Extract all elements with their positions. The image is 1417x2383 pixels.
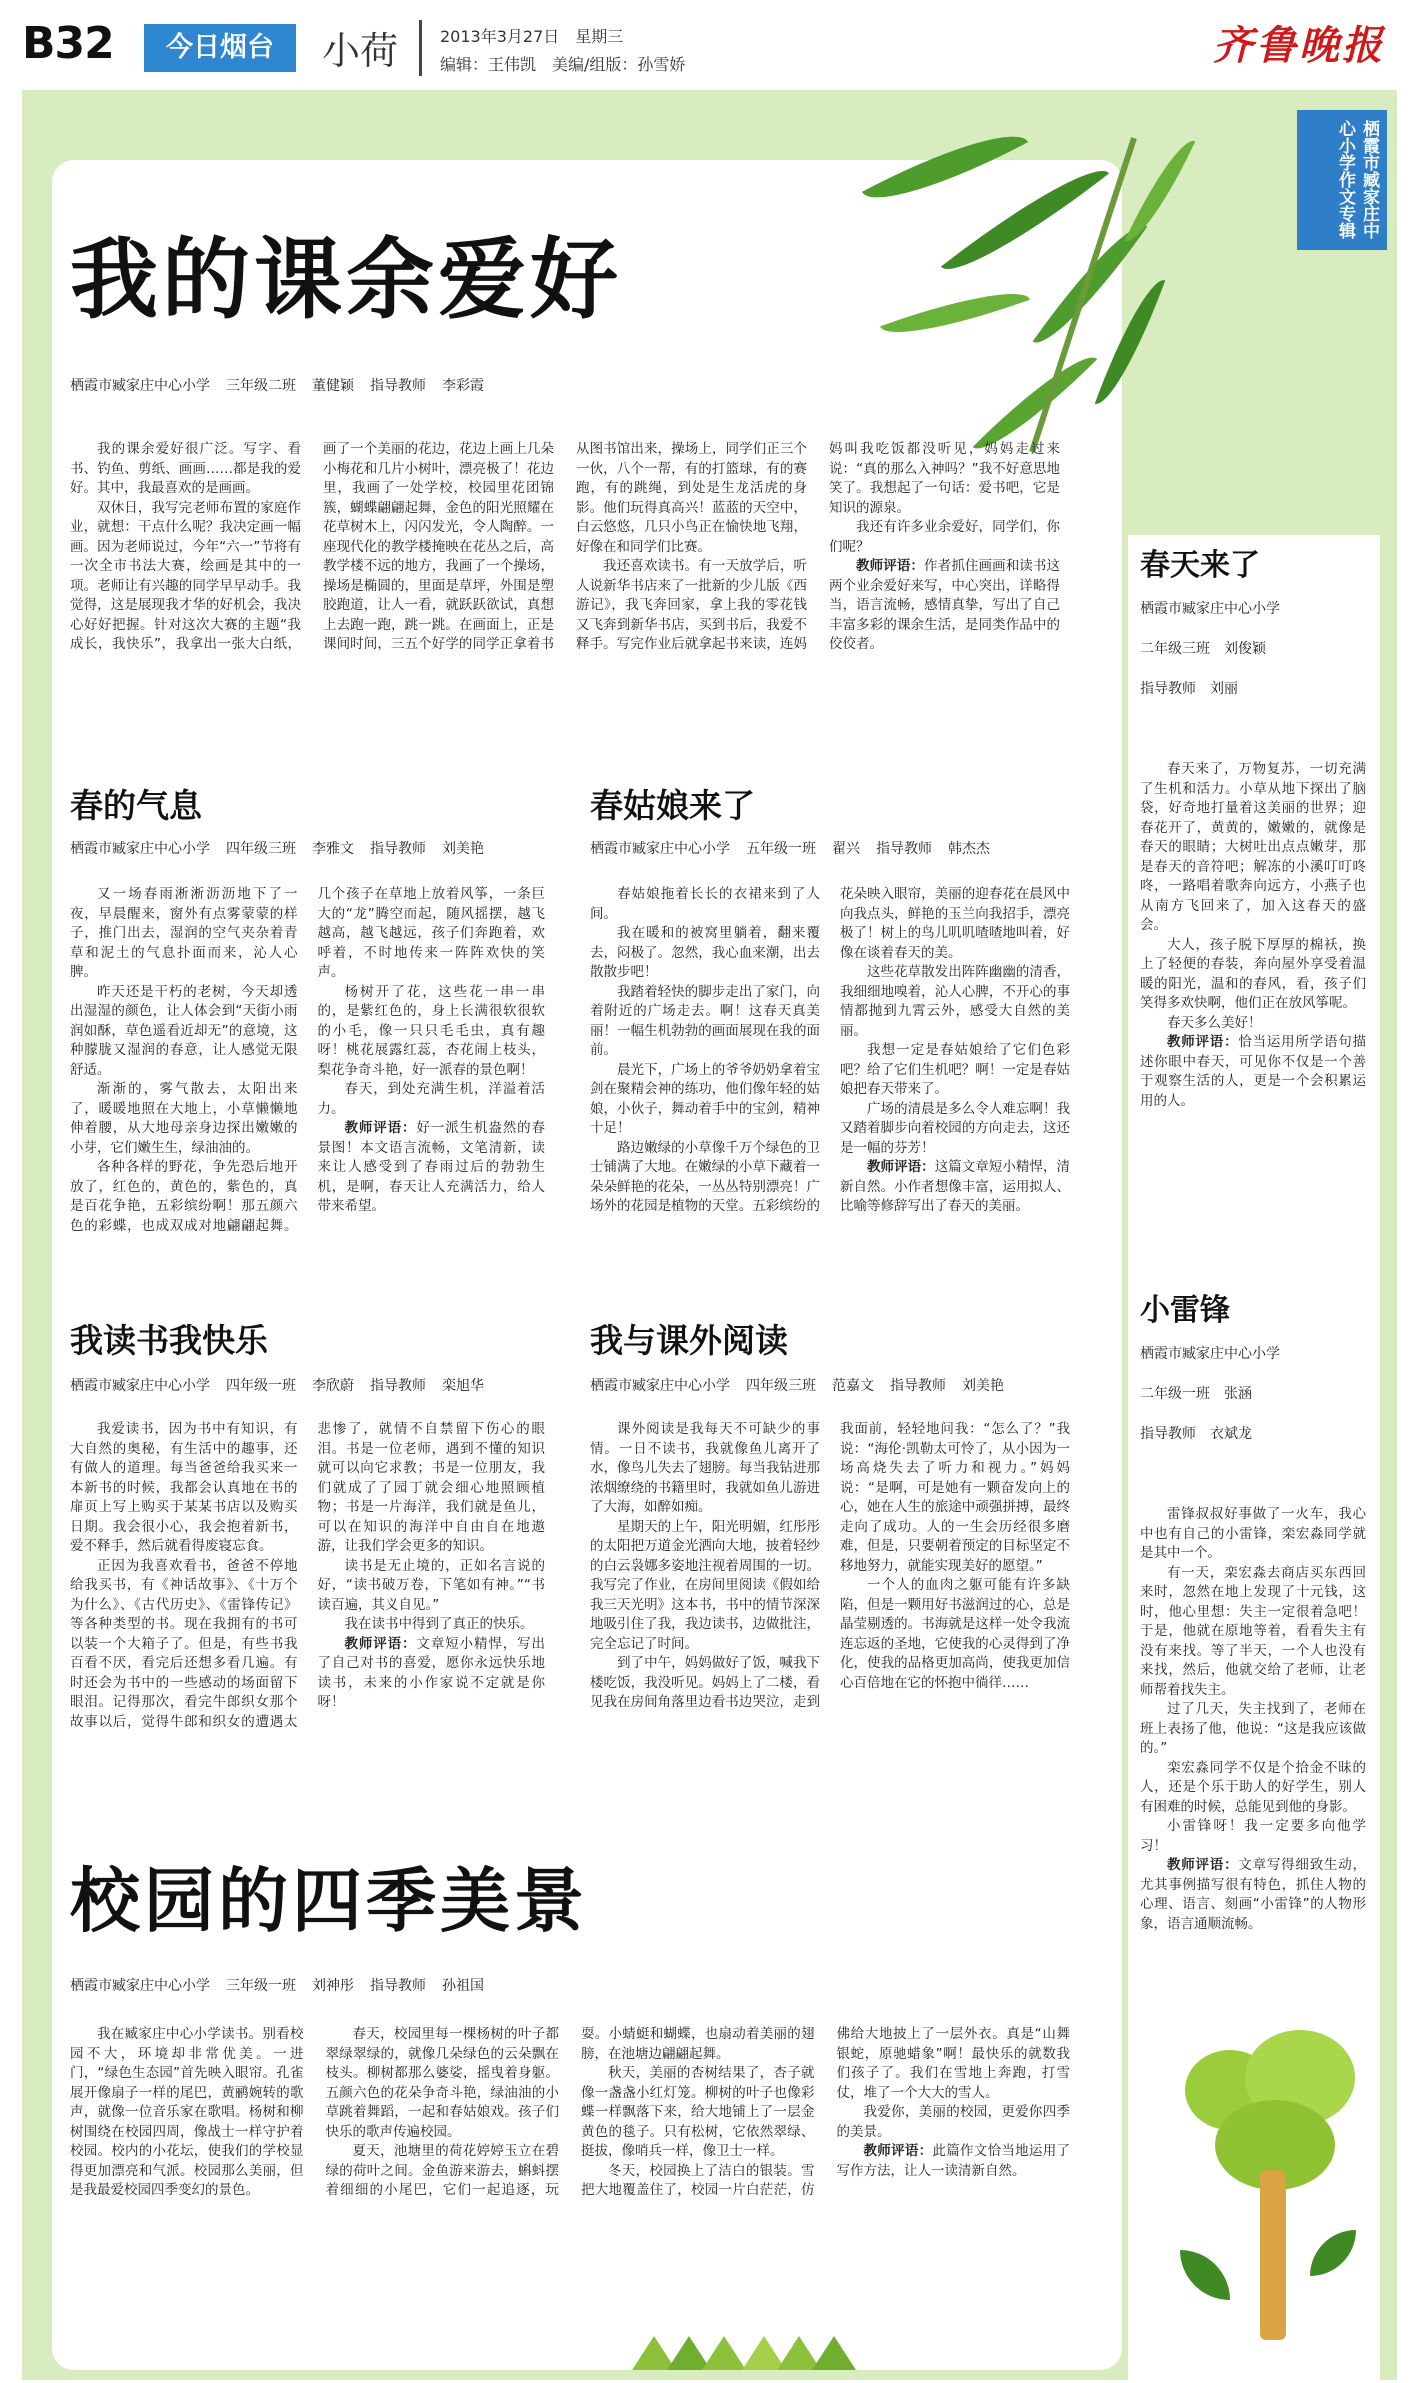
grass-decoration: [52, 2330, 1382, 2370]
sidebar-teacher-2: 指导教师 衣斌龙: [1140, 1426, 1252, 1442]
article-byline-1: 栖霞市臧家庄中心小学 三年级二班 董健颖 指导教师 李彩霞: [70, 378, 484, 394]
article-body-3: 春姑娘拖着长长的衣裙来到了人间。 我在暖和的被窝里躺着，翻来覆去，闷极了。忽然，我心血来潮，出去散散步吧！ 我踏着轻快的脚步走出了家门，向着附近的广场走去。啊！这春天真美丽！一幅生机勃勃的画面展现在我的面前。 晨光下，广场上的爷爷奶奶拿着宝剑在聚精会神的练功，他们像年轻的姑娘，小伙子，舞动着手中的宝剑，精神十足！ 路边嫩绿的小草像千万个绿色的卫士铺满了大地。在嫩绿的小草下藏着一朵朵鲜艳的花朵，一丛丛特别漂亮！广场外的花园是植物的天堂。五彩缤纷的花朵映入眼帘，美丽的迎春花在晨风中向我点头，鲜艳的玉兰向我招手，漂亮极了！树上的鸟儿叽叽喳喳地叫着，好像在谈着春天的美。 这些花草散发出阵阵幽幽的清香，我细细地嗅着，沁人心脾，不开心的事情都抛到九霄云外，感受大自然的美丽。 我想一定是春姑娘给了它们色彩吧？给了它们生机吧？啊！一定是春姑娘把春天带来了。 广场的清晨是多么令人难忘啊！我又踏着脚步向着校园的方向走去，这还是一幅的芬芳！ 教师评语：这篇文章短小精悍，清新自然。小作者想像丰富，运用拟人、比喻等修辞写出了春天的美丽。: [590, 886, 1070, 1214]
article-body-6: 我在臧家庄中心小学读书。别看校园不大，环境却非常优美。一进门，“绿色生态园”首先映入眼帘。孔雀展开像扇子一样的尾巴，黄鹂婉转的歌声，就像一位音乐家在歌唱。杨树和柳树围绕在校园四周，像战士一样守护着校园。校内的小花坛，使我们的学校显得更加漂亮和气派。校园那么美丽，但是我最爱校园四季变幻的景色。 春天，校园里每一棵杨树的叶子都翠绿翠绿的，就像几朵绿色的云朵飘在枝头。柳树都那么婆娑，摇曳着身躯。五颜六色的花朵争奇斗艳，绿油油的小草跳着舞蹈，一起和春姑娘戏。孩子们快乐的歌声传遍校园。 夏天，池塘里的荷花婷婷玉立在碧绿的荷叶之间。金鱼游来游去，蝌蚪摆着细细的小尾巴，它们一起追逐，玩耍。小蜻蜓和蝴蝶，也扇动着美丽的翅膀，在池塘边翩翩起舞。 秋天，美丽的杏树结果了，杏子就像一盏盏小红灯笼。柳树的叶子也像彩蝶一样飘落下来，给大地铺上了一层金黄色的毯子。只有松树，它依然翠绿、挺拔，像哨兵一样，像卫士一样。 冬天，校园换上了洁白的银装。雪把大地覆盖住了，校园一片白茫茫，仿佛给大地披上了一层外衣。真是“山舞银蛇，原驰蜡象”啊！最快乐的就数我们孩子了。我们在雪地上奔跑，打雪仗，堆了一个大大的雪人。 我爱你，美丽的校园，更爱你四季的美景。 教师评语：此篇作文恰当地运用了写作方法，让人一读清新自然。: [70, 2026, 1070, 2198]
article-body-1: 我的课余爱好很广泛。写字、看书、钓鱼、剪纸、画画……都是我的爱好。其中，我最喜欢的是画画。 双休日，我写完老师布置的家庭作业，就想：干点什么呢？我决定画一幅画。因为老师说过，今年“六一”节将有一次全市书法大赛，绘画是其中的一项。老师让有兴趣的同学早早动手。我觉得，这是展现我才华的好机会，我决心好好把握。针对这次大赛的主题“我成长，我快乐”，我拿出一张大白纸，画了一个美丽的花边，花边上画上几朵小梅花和几片小树叶，漂亮极了！花边里，我画了一处学校，校园里花团锦簇，蝴蝶翩翩起舞，金色的阳光照耀在花草树木上，闪闪发光，令人陶醉。一座现代化的教学楼掩映在花丛之后，高教学楼不远的地方，我画了一个操场，操场是椭圆的，里面是草坪，外围是塑胶跑道，让人一看，就跃跃欲试，真想上去跑一跑，跳一跳。在画面上，正是课间时间，三五个好学的同学正拿着书从图书馆出来，操场上，同学们正三个一伙，八个一帮，有的打篮球，有的赛跑，有的跳绳，到处是生龙活虎的身影。他们玩得真高兴！蓝蓝的天空中，白云悠悠，几只小鸟正在愉快地飞翔，好像在和同学们比赛。 我还喜欢读书。有一天放学后，听人说新华书店来了一批新的少儿版《西游记》，我飞奔回家，拿上我的零花钱又飞奔到新华书店，买到书后，我爱不释手。写完作业后就拿起书来读，连妈妈叫我吃饭都没听见，妈妈走过来说：“真的那么入神吗？”我不好意思地笑了。我想起了一句话：爱书吧，它是知识的源泉。 我还有许多业余爱好，同学们，你们呢？ 教师评语：作者抓住画画和读书这两个业余爱好来写，中心突出，详略得当，语言流畅，感情真挚，写出了自己丰富多彩的课余生活，是同类作品中的佼佼者。: [70, 441, 1060, 652]
article-title-2: 春的气息: [70, 786, 202, 825]
sidebar-school-1: 栖霞市臧家庄中心小学: [1140, 601, 1280, 617]
editor-line: 编辑：王伟凯 美编/组版：孙雪娇: [440, 55, 686, 74]
date-line: 2013年3月27日 星期三: [440, 27, 624, 46]
sidebar-title-1: 春天来了: [1140, 548, 1260, 583]
divider: [419, 20, 422, 76]
sidebar-body-1: 春天来了，万物复苏，一切充满了生机和活力。小草从地下探出了脑袋，好奇地打量着这美丽的世界；迎春花开了，黄黄的，嫩嫩的，就像是春天的眼睛；大树吐出点点嫩芽，那是春天的音符吧；解冻的小溪叮叮咚咚，一路唱着歌奔向远方，小燕子也从南方飞回来了，加入这春天的盛会。 大人，孩子脱下厚厚的棉袄，换上了轻便的春装，奔向屋外享受着温暖的阳光，温和的春风，看，孩子们笑得多欢快啊，他们正在放风筝呢。 春天多么美好！ 教师评语：恰当运用所学语句描述你眼中春天，可见你不仅是一个善于观察生活的人，更是一个会积累运用的人。: [1140, 761, 1366, 1109]
article-byline-3: 栖霞市臧家庄中心小学 五年级一班 翟兴 指导教师 韩杰杰: [590, 841, 990, 857]
sidebar-class-1: 二年级三班 刘俊颖: [1140, 641, 1266, 657]
article-title-4: 我读书我快乐: [70, 1321, 268, 1360]
sidebar-body-2: 雷锋叔叔好事做了一火车，我心中也有自己的小雷锋，栾宏淼同学就是其中一个。 有一天，栾宏淼去商店买东西回来时，忽然在地上发现了十元钱，这时，他心里想：失主一定很着急吧！于是，他就在原地等着，看看失主有没有来找。等了半天，一个人也没有来找，然后，他就交给了老师，让老师帮着找失主。 过了几天，失主找到了，老师在班上表扬了他，他说：“这是我应该做的。” 栾宏淼同学不仅是个拾金不昧的人，还是个乐于助人的好学生，别人有困难的时候，总能见到他的身影。 小雷锋呀！我一定要多向他学习！ 教师评语：文章写得细致生动，尤其事例描写很有特色，抓住人物的心理、语言、刻画“小雷锋”的人物形象，语言通顺流畅。: [1140, 1506, 1366, 1932]
article-body-5: 课外阅读是我每天不可缺少的事情。一日不读书，我就像鱼儿离开了水，像鸟儿失去了翅膀。每当我钻进那浓烟缭绕的书籍里时，我就如鱼儿游进了大海，如醉如痴。 星期天的上午，阳光明媚，红彤彤的太阳把万道金光洒向大地，披着轻纱的白云袅娜多姿地注视着周围的一切。我写完了作业，在房间里阅读《假如给我三天光明》这本书，书中的情节深深地吸引住了我，我边读书，边做批注，完全忘记了时间。 到了中午，妈妈做好了饭，喊我下楼吃饭，我没听见。妈妈上了二楼，看见我在房间角落里边看书边哭泣，走到我面前，轻轻地问我：“怎么了？”我说：“海伦·凯勒太可怜了，从小因为一场高烧失去了听力和视力。”妈妈说：“是啊，可是她有一颗奋发向上的心，她在人生的旅途中顽强拼搏，最终走向了成功。人的一生会历经很多磨难，但是，只要朝着预定的目标坚定不移地努力，就能实现美好的愿望。” 一个人的血肉之躯可能有许多缺陷，但是一颗用好书滋润过的心，总是晶莹剔透的。书海就是这样一处令我流连忘返的圣地，它使我的心灵得到了净化，使我的品格更加高尚，使我更加信心百倍地在它的怀抱中徜徉……: [590, 1421, 1070, 1710]
sidebar-title-2: 小雷锋: [1140, 1293, 1230, 1328]
article-byline-4: 栖霞市臧家庄中心小学 四年级一班 李欣蔚 指导教师 栾旭华: [70, 1378, 484, 1394]
article-body-4: 我爱读书，因为书中有知识，有大自然的奥秘，有生活中的趣事，还有做人的道理。每当爸爸给我买来一本新书的时候，我都会认真地在书的扉页上写上购买于某某书店以及购买日期。我会很小心，我会抱着新书，爱不释手，然后就看得废寝忘食。 正因为我喜欢看书，爸爸不停地给我买书，有《神话故事》、《十万个为什么》、《古代历史》、《雷锋传记》等各种类型的书。现在我拥有的书可以装一个大箱子了。但是，有些书我百看不厌，看完后还想多看几遍。有时还会为书中的一些感动的场面留下眼泪。记得那次，看完牛郎织女那个故事以后，觉得牛郎和织女的遭遇太悲惨了，就情不自禁留下伤心的眼泪。书是一位老师，遇到不懂的知识就可以向它求教；书是一位朋友，我们就成了了园丁就会细心地照顾植物；书是一片海洋，我们就是鱼儿，可以在知识的海洋中自由自在地遨游，让我们学会更多的知识。 读书是无止境的，正如名言说的好，“读书破万卷，下笔如有神。”“书读百遍，其义自见。” 我在读书中得到了真正的快乐。 教师评语：文章短小精悍，写出了自己对书的喜爱，愿你永远快乐地读书，未来的小作家说不定就是你呀！: [70, 1421, 545, 1730]
page-number: B32: [22, 18, 114, 69]
sidebar-school-2: 栖霞市臧家庄中心小学: [1140, 1346, 1280, 1362]
article-byline-6: 栖霞市臧家庄中心小学 三年级一班 刘神彤 指导教师 孙祖国: [70, 1978, 484, 1994]
article-byline-2: 栖霞市臧家庄中心小学 四年级三班 李雅文 指导教师 刘美艳: [70, 841, 484, 857]
article-title-1: 我的课余爱好: [70, 228, 623, 331]
article-body-2: 又一场春雨淅淅沥沥地下了一夜，早晨醒来，窗外有点雾蒙蒙的样子，推门出去，湿润的空气夹杂着青草和泥土的气息扑面而来，沁人心脾。 昨天还是干朽的老树，今天却透出湿湿的颜色，让人体会到“天街小雨润如酥，草色遥看近却无”的意境，这种朦胧又湿润的春意，让人感觉无限舒适。 渐渐的，雾气散去，太阳出来了，暖暖地照在大地上，小草懒懒地伸着腰，从大地母亲身边探出嫩嫩的小芽，它们嫩生生，绿油油的。 各种各样的野花，争先恐后地开放了，红色的，黄色的，紫色的，真是百花争艳，五彩缤纷啊！那五颜六色的彩蝶，也成双成对地翩翩起舞。几个孩子在草地上放着风筝，一条巨大的“龙”腾空而起，随风摇摆，越飞越高，越飞越远，孩子们奔跑着，欢呼着，不时地传来一阵阵欢快的笑声。 杨树开了花，这些花一串一串的，是紫红色的，身上长满很软很软的小毛，像一只只毛毛虫，真有趣呀！桃花展露红蕊，杏花闹上枝头，梨花争奇斗艳，好一派春的景色啊！ 春天，到处充满生机，洋溢着活力。 教师评语：好一派生机盎然的春景图！本文语言流畅，文笔清新，读来让人感受到了春雨过后的勃勃生机，是啊，春天让人充满活力，给人带来希望。: [70, 886, 545, 1234]
section-name: 小荷: [322, 29, 399, 73]
page-header: [0, 0, 1417, 82]
article-byline-5: 栖霞市臧家庄中心小学 四年级三班 范嘉文 指导教师 刘美艳: [590, 1378, 1004, 1394]
school-column-tag: 栖霞市臧家庄中心小学作文专辑: [1297, 110, 1387, 250]
article-title-5: 我与课外阅读: [590, 1321, 788, 1360]
sidebar-teacher-1: 指导教师 刘丽: [1140, 681, 1238, 697]
article-title-6: 校园的四季美景: [70, 1860, 588, 1942]
article-title-3: 春姑娘来了: [590, 786, 755, 825]
section-tag: 今日烟台: [144, 24, 296, 72]
newspaper-logo: 齐鲁晚报: [1213, 22, 1385, 69]
sidebar-class-2: 二年级一班 张涵: [1140, 1386, 1252, 1402]
